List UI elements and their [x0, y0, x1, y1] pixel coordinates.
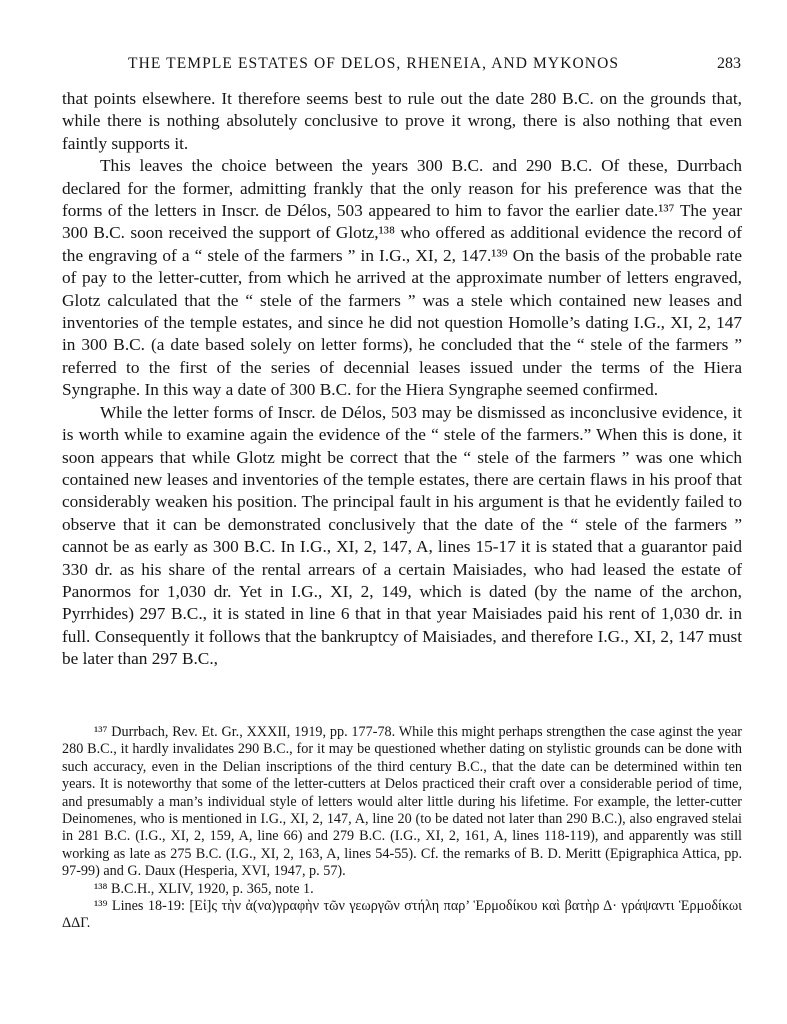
main-text — [62, 88, 742, 671]
running-title: THE TEMPLE ESTATES OF DELOS, RHENEIA, AND MYKONOS — [128, 55, 620, 72]
footnote-139: ¹³⁹ Lines 18-19: [Εἰ]ς τὴν ἀ(να)γραφὴν τῶν γεωργῶν στήλη παρ’ Ἑρμοδίκου καὶ βατὴρ Δ· γράψαντι Ἑρμοδίκωι ΔΔΓ. — [62, 898, 742, 932]
footnote-137: ¹³⁷ Durrbach, Rev. Et. Gr., XXXII, 1919, pp. 177-78. While this might perhaps strengthen the case aginst the year 280 B.C., it hardly invalidates 290 B.C., for it may be questioned whether dating on stylistic grounds can be done with such accuracy, even in the Delian inscriptions of the third century B.C., that the date can be determined within ten years. It is noteworthy that some of the letter-cutters at Delos practiced their craft over a considerable period of time, and presumably a man’s individual style of letters would alter little during his lifetime. For example, the letter-cutter Deinomenes, who is mentioned in I.G., XI, 2, 147, A, line 20 (to be dated not later than 290 B.C.), also engraved stelai in 281 B.C. (I.G., XI, 2, 159, A, line 66) and 279 B.C. (I.G., XI, 2, 161, A, lines 118-119), and apparently was still working as late as 275 B.C. (I.G., XI, 2, 163, A, lines 54-55). Cf. the remarks of B. D. Meritt (Epigraphica Attica, pp. 97-99) and G. Daux (Hesperia, XVI, 1947, p. 57). — [62, 724, 742, 880]
footnotes — [62, 724, 742, 933]
running-header — [62, 55, 743, 79]
footnote-138: ¹³⁸ B.C.H., XLIV, 1920, p. 365, note 1. — [94, 880, 314, 897]
paragraph-3: While the letter forms of Inscr. de Délos, 503 may be dismissed as inconclusive evidence, it is worth while to examine again the evidence of the “ stele of the farmers.” When this is done, it soon appears that while Glotz might be correct that the “ stele of the farmers ” was one which contained new leases and inventories of the temple estates, there are certain flaws in his proof that considerably weaken his position. The principal fault in his argument is that he evidently failed to observe that it can be demonstrated conclusively that the date of the “ stele of the farmers ” cannot be as early as 300 B.C. In I.G., XI, 2, 147, A, lines 15-17 it is stated that a guarantor paid 330 dr. as his share of the rental arrears of a certain Maisiades, who had leased the estate of Panormos for 1,030 dr. Yet in I.G., XI, 2, 149, which is dated (by the name of the archon, Pyrrhides) 297 B.C., it is stated in line 6 that in that year Maisiades paid his rent of 1,030 dr. in full. Consequently it follows that the bankruptcy of Maisiades, and therefore I.G., XI, 2, 147 must be later than 297 B.C., — [62, 402, 742, 669]
page-number: 283 — [717, 55, 741, 72]
paragraph-2: This leaves the choice between the years 300 B.C. and 290 B.C. Of these, Durrbach declared for the former, admitting frankly that the only reason for his preference was that the forms of the letters in Inscr. de Délos, 503 appeared to him to favor the earlier date.¹³⁷ The year 300 B.C. soon received the support of Glotz,¹³⁸ who offered as additional evidence the record of the engraving of a “ stele of the farmers ” in I.G., XI, 2, 147.¹³⁹ On the basis of the probable rate of pay to the letter-cutter, from which he arrived at the approximate number of letters engraved, Glotz calculated that the “ stele of the farmers ” was a stele which contained new leases and inventories of the temple estates, and since he did not question Homolle’s dating I.G., XI, 2, 147 in 300 B.C. (a date based solely on letter forms), he concluded that the “ stele of the farmers ” referred to the first of the series of decennial leases issued under the terms of the Hiera Syngraphe. In this way a date of 300 B.C. for the Hiera Syngraphe seemed confirmed. — [62, 156, 742, 400]
paragraph-1: that points elsewhere. It therefore seems best to rule out the date 280 B.C. on the grounds that, while there is nothing absolutely conclusive to prove it wrong, there is also nothing that even faintly supports it. — [62, 89, 742, 153]
